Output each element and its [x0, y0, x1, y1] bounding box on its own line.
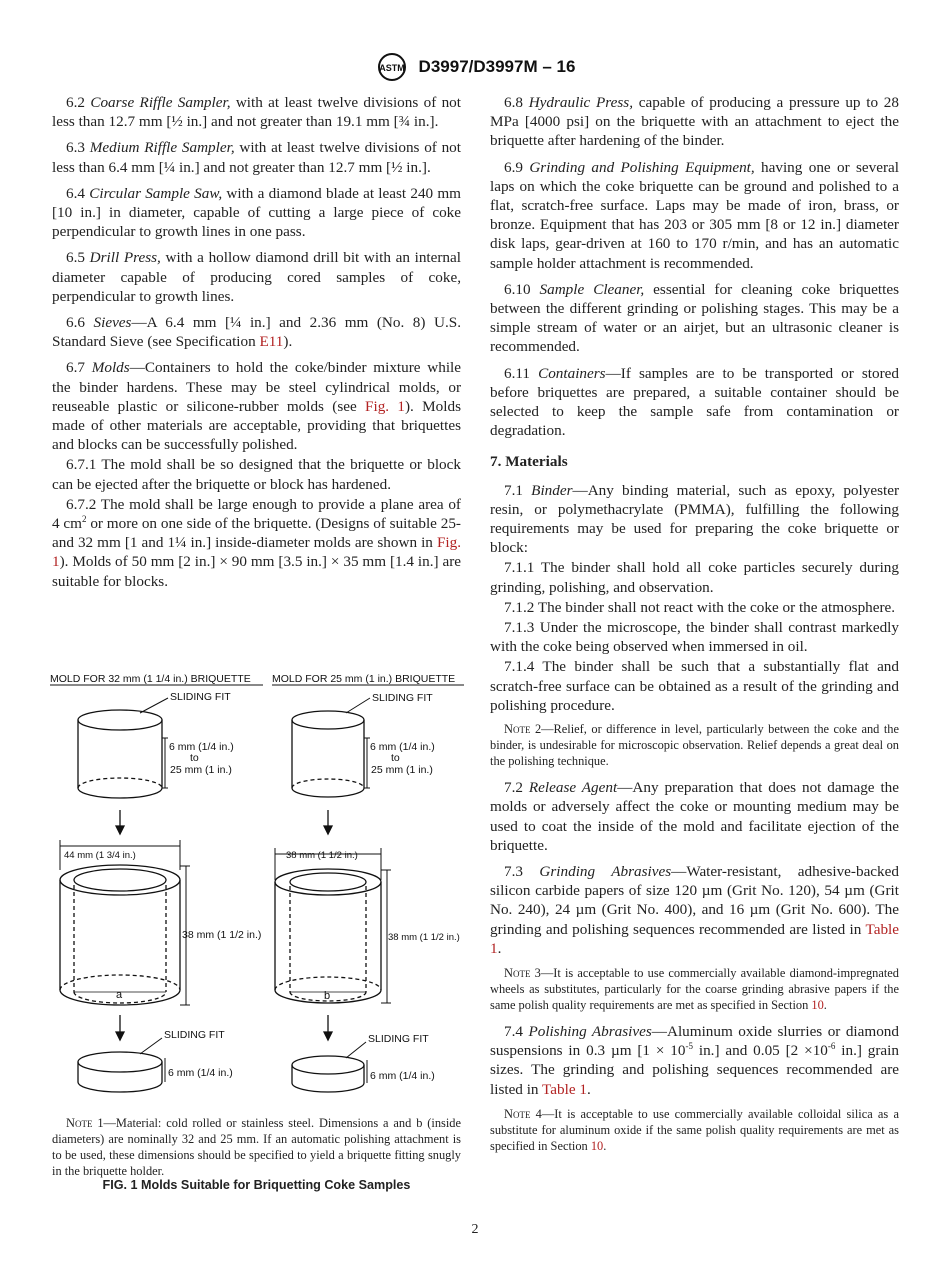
label-dim-25mm: 25 mm (1 in.) — [371, 764, 433, 776]
paragraph-6-4: 6.4 Circular Sample Saw, with a diamond blade at least 240 mm [10 in.] in diameter, capable of cutting a large piece of coke perpendicular to growth lines in one pass. — [52, 184, 461, 241]
document-title: D3997/D3997M – 16 — [418, 57, 576, 76]
paragraph-7-1-3: 7.1.3 Under the microscope, the binder shall contrast markedly with the coke being observed when immersed in oil. — [490, 619, 899, 656]
paragraph-7-1-4: 7.1.4 The binder shall be such that a substantially flat and scratch-free surface can be obtained as a result of the grinding and polishing procedure. — [490, 658, 899, 714]
label-dim-6mm: 6 mm (1/4 in.) — [370, 741, 435, 753]
paragraph-6-7-2: 6.7.2 The mold shall be large enough to provide a plane area of 4 $cm^2$ or more on one side of the briquette. (Designs of suitable 25- and 32 mm [1 and 1¼ in.] inside-diameter molds are shown in Fig. 1). Molds of 50 mm [2 in.] × 90 mm [3.5 in.] × 35 mm [1.4 in.] are suitable for blocks. — [52, 495, 461, 590]
label-dim-6mm: 6 mm (1/4 in.) — [168, 1067, 233, 1079]
paragraph-6-7-1: 6.7.1 The mold shall be so designed that the briquette or block can be ejected after the briquette or block has hardened. — [52, 456, 461, 493]
figure-note-1: Note 1—Material: cold rolled or stainless steel. Dimensions a and b (inside diameters) are nominally 32 and 25 mm. If an automatic polishing attachment is to be used, these dimensions should be specified to yield a briquette fitting snugly in the briquette holder. — [52, 1116, 461, 1178]
paragraph-6-7: 6.7 Molds—Containers to hold the coke/binder mixture while the binder hardens. These may be steel cylindrical molds, or reuseable plastic or silicone-rubber molds (see Fig. 1). Molds made of other materials are acceptable, providing that briquettes and blocks can be successfully polished. — [52, 359, 461, 454]
paragraph-6-11: 6.11 Containers—If samples are to be transported or stored before briquettes are prepared, a suitable container should be selected to keep the sample safe from contamination or degradation. — [490, 364, 899, 440]
label-dim-38mm-height: 38 mm (1 1/2 in.) — [388, 932, 460, 943]
label-a: a — [116, 989, 123, 1001]
paragraph-7-1: 7.1 Binder—Any binding material, such as epoxy, polyester resin, or polymethacrylate (PMMA), fulfilling the following requirements may be used for preparing the coke briquette or block: — [490, 481, 899, 557]
label-dim-38mm-width: 38 mm (1 1/2 in.) — [286, 850, 358, 861]
label-dim-6mm: 6 mm (1/4 in.) — [169, 741, 234, 753]
label-dim-25mm: 25 mm (1 in.) — [170, 764, 232, 776]
figure-1 — [50, 670, 465, 1110]
link-table-1[interactable]: Table 1 — [542, 1080, 587, 1098]
link-table-1[interactable]: Table 1 — [490, 920, 899, 957]
paragraph-6-3: 6.3 Medium Riffle Sampler, with at least twelve divisions of not less than 6.4 mm [¼ in.] and not greater than 12.7 mm [½ in.]. — [52, 139, 461, 176]
link-fig-1[interactable]: Fig. 1 — [52, 534, 461, 571]
label-sliding-fit: SLIDING FIT — [164, 1029, 225, 1041]
paragraph-6-8: 6.8 Hydraulic Press, capable of producing a pressure up to 28 MPa [4000 psi] on the briquette with an attachment to eject the briquette after hardening of the binder. — [490, 94, 899, 150]
link-e11[interactable]: E11 — [259, 333, 284, 351]
logo-text: ASTM — [378, 63, 405, 73]
left-mold-title: MOLD FOR 32 mm (1 1/4 in.) BRIQUETTE — [50, 673, 251, 685]
right-column — [490, 93, 899, 1163]
page-number: 2 — [471, 1222, 479, 1237]
paragraph-6-10: 6.10 Sample Cleaner, essential for cleaning coke briquettes between the different grinding or polishing stages. This may be a simple stream of water or an airjet, but an ultrasonic cleaner is recommended. — [490, 280, 899, 356]
paragraph-7-2: 7.2 Release Agent—Any preparation that does not damage the molds or adversely affect the coke or mounting medium may be used to coat the inside of the mold and facilitate ejection of the briquette. — [490, 779, 900, 854]
paragraph-6-5: 6.5 Drill Press, with a hollow diamond drill bit with an internal diameter capable of producing cored samples of coke, perpendicular to growth lines. — [52, 249, 461, 305]
note-3: Note 3—It is acceptable to use commercially available diamond-impregnated wheels as substitutes, particularly for the coarse grinding abrasive papers if the same polish quality requirements are met as specified in Section 10. — [490, 965, 899, 1012]
section-heading-materials: 7. Materials — [490, 453, 568, 471]
label-dim-6mm: 6 mm (1/4 in.) — [370, 1070, 435, 1082]
label-dim-38mm-height: 38 mm (1 1/2 in.) — [182, 929, 262, 941]
paragraph-6-6: 6.6 Sieves—A 6.4 mm [¼ in.] and 2.36 mm (No. 8) U.S. Standard Sieve (see Specification E11). — [52, 314, 461, 351]
astm-logo-icon — [375, 52, 409, 82]
paragraph-7-1-1: 7.1.1 The binder shall hold all coke particles securely during grinding, polishing, and observation. — [490, 559, 899, 596]
link-fig-1[interactable]: Fig. 1 — [365, 397, 405, 415]
label-sliding-fit: SLIDING FIT — [368, 1033, 429, 1045]
label-sliding-fit: SLIDING FIT — [372, 692, 433, 704]
mold-diagram — [50, 670, 465, 1110]
paragraph-7-1-2: 7.1.2 The binder shall not react with the coke or the atmosphere. — [504, 598, 896, 616]
page-header — [0, 52, 950, 82]
label-to: to — [391, 752, 400, 764]
note-4: Note 4—It is acceptable to use commercially available colloidal silica as a substitute for aluminum oxide if the same polish quality requirements are met as specified in Section 10. — [490, 1106, 899, 1153]
label-b: b — [324, 990, 331, 1002]
left-column — [52, 93, 461, 598]
figure-caption: FIG. 1 Molds Suitable for Briquetting Coke Samples — [102, 1178, 411, 1192]
paragraph-7-4: 7.4 Polishing Abrasives—Aluminum oxide slurries or diamond suspensions in 0.3 µm [$1 \times 10^{-5}$ in.] and 0.05 [$2 \times 10^{-6}$ in.] grain sizes. The grinding and polishing sequences recommended are listed in Table 1. — [490, 1022, 899, 1098]
paragraph-7-3: 7.3 Grinding Abrasives—Water-resistant, adhesive-backed silicon carbide papers of size 120 µm (Grit No. 120), 54 µm (Grit No. 240), 24 µm (Grit No. 400), and 16 µm (Grit No. 600). The grinding and polishing sequences recommended are listed in Table 1. — [490, 862, 899, 957]
label-dim-44mm: 44 mm (1 3/4 in.) — [64, 850, 136, 861]
paragraph-6-2: 6.2 Coarse Riffle Sampler, with at least twelve divisions of not less than 12.7 mm [½ in.] and not greater than 19.1 mm [¾ in.]. — [52, 94, 461, 131]
right-mold-title: MOLD FOR 25 mm (1 in.) BRIQUETTE — [272, 673, 456, 685]
paragraph-6-9: 6.9 Grinding and Polishing Equipment, having one or several laps on which the coke briquette can be ground and polished to a flat, scratch-free surface. Laps may be made of iron, brass, or bronze. Equipment that has 203 or 305 mm [8 or 12 in.] diameter disk laps, gear-driven at 160 to 170 r/min, and has an automatic sample holder attachment is recommended. — [490, 158, 900, 272]
label-to: to — [190, 752, 199, 764]
link-section-10[interactable]: 10 — [811, 997, 824, 1012]
note-2: Note 2—Relief, or difference in level, particularly between the coke and the binder, is undesirable for microscopic observation. Relief depends a great deal on the polishing technique. — [490, 722, 899, 769]
link-section-10[interactable]: 10 — [590, 1138, 604, 1153]
label-sliding-fit: SLIDING FIT — [170, 691, 231, 703]
